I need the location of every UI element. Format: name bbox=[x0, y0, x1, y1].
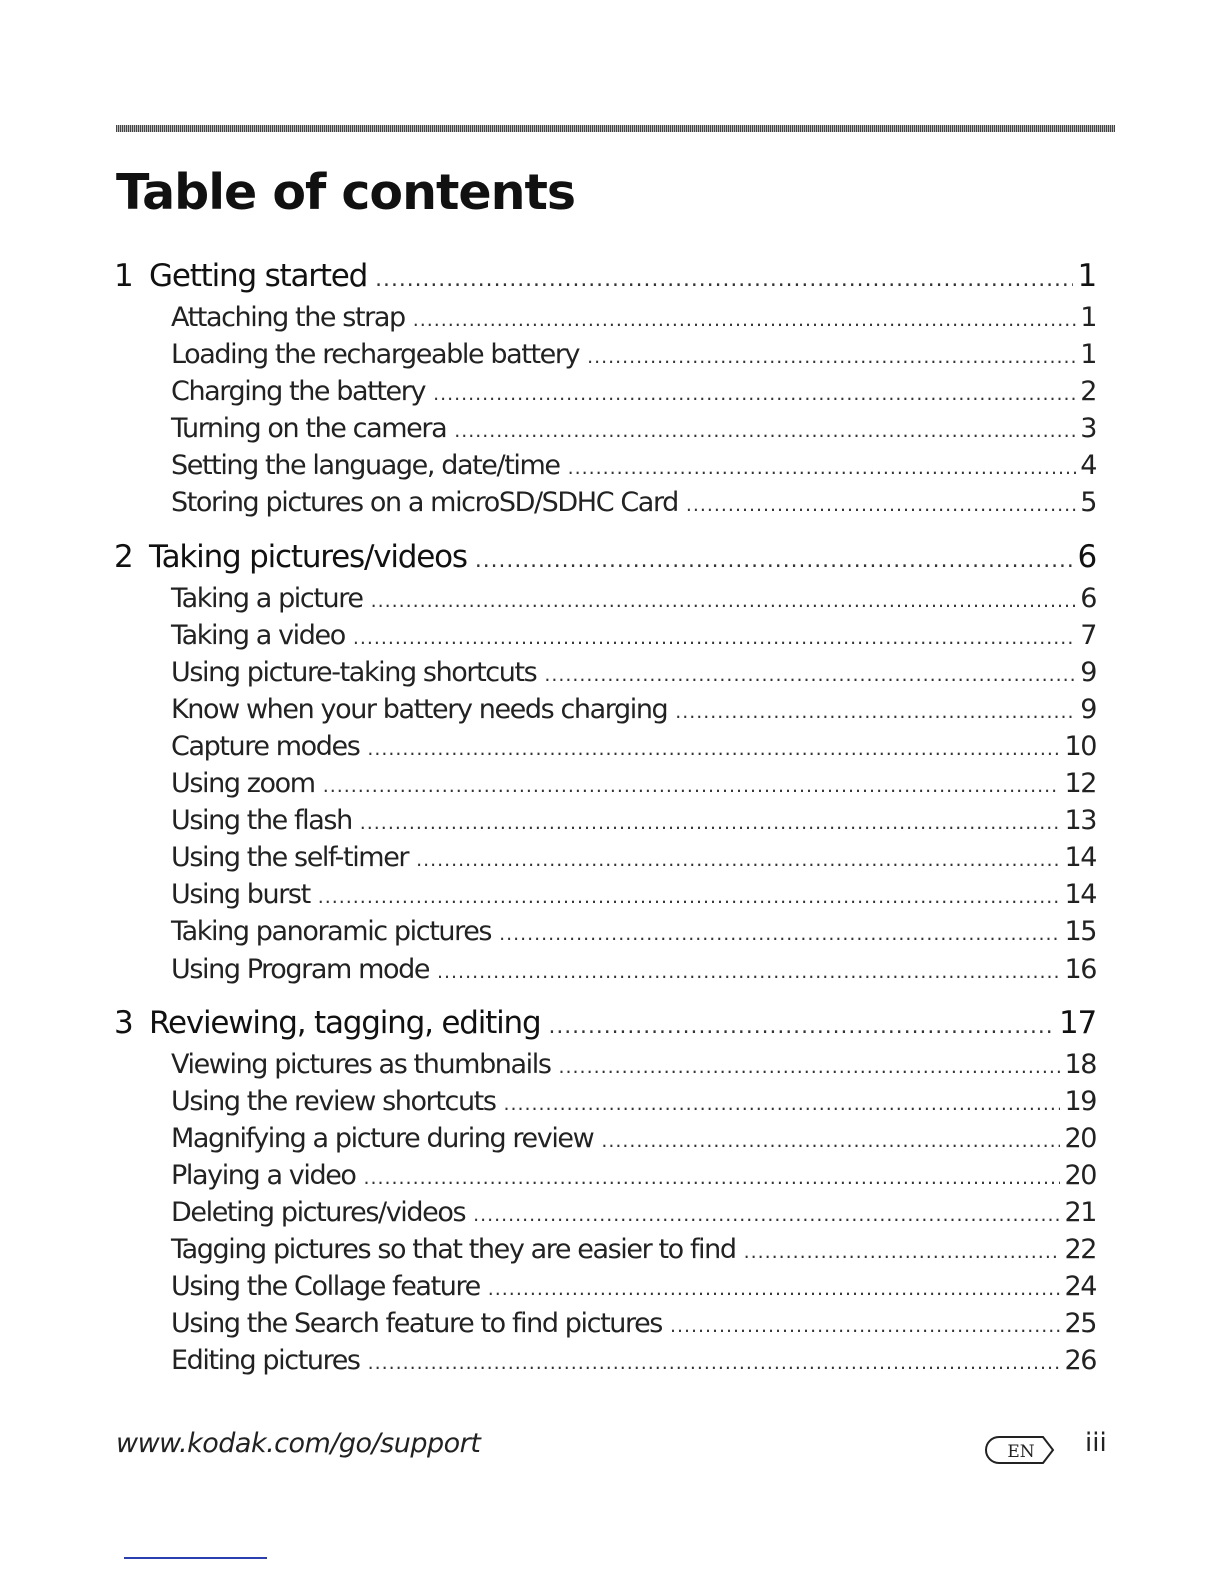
dot-leader bbox=[568, 457, 1077, 479]
toc-section-entry[interactable] bbox=[114, 1234, 1096, 1271]
dot-leader bbox=[548, 1014, 1054, 1039]
chapter-page: 1 bbox=[1077, 258, 1096, 294]
toc-section-entry[interactable] bbox=[114, 657, 1096, 694]
page-title: Table of contents bbox=[116, 164, 576, 221]
page-number: iii bbox=[1085, 1428, 1107, 1458]
section-page: 6 bbox=[1080, 582, 1096, 614]
dot-leader bbox=[488, 1278, 1061, 1300]
dot-leader bbox=[318, 886, 1061, 908]
section-title: Know when your battery needs charging bbox=[171, 693, 668, 725]
toc-section-entry[interactable] bbox=[114, 1345, 1096, 1382]
chapter-number: 2 bbox=[114, 538, 133, 575]
language-badge bbox=[985, 1433, 1057, 1472]
dot-leader bbox=[670, 1315, 1060, 1337]
section-title: Editing pictures bbox=[171, 1345, 360, 1377]
toc-chapter-entry[interactable] bbox=[114, 258, 1096, 302]
toc-section-entry[interactable] bbox=[114, 620, 1096, 657]
dot-leader bbox=[559, 1056, 1061, 1078]
dot-leader bbox=[323, 775, 1061, 797]
toc-section-entry[interactable] bbox=[114, 1049, 1096, 1086]
toc-section-entry[interactable] bbox=[114, 376, 1096, 413]
dot-leader bbox=[544, 664, 1076, 686]
section-title: Setting the language, date/time bbox=[171, 450, 560, 482]
toc-chapter-entry[interactable] bbox=[114, 539, 1096, 583]
toc-section-entry[interactable] bbox=[114, 694, 1096, 731]
section-title: Using the flash bbox=[171, 805, 352, 837]
section-page: 22 bbox=[1064, 1234, 1096, 1266]
section-page: 25 bbox=[1064, 1308, 1096, 1340]
section-page: 2 bbox=[1080, 376, 1096, 408]
bottom-accent-line bbox=[124, 1557, 267, 1559]
section-page: 3 bbox=[1080, 413, 1096, 445]
chapter-title: Reviewing, tagging, editing bbox=[149, 1004, 541, 1041]
section-title: Storing pictures on a microSD/SDHC Card bbox=[171, 487, 678, 519]
section-title: Using the Collage feature bbox=[171, 1271, 480, 1303]
section-title: Taking a video bbox=[171, 619, 345, 651]
toc-section-entry[interactable] bbox=[114, 1197, 1096, 1234]
section-page: 20 bbox=[1064, 1159, 1096, 1191]
toc-section-entry[interactable] bbox=[114, 768, 1096, 805]
section-title: Playing a video bbox=[171, 1159, 356, 1191]
dot-leader bbox=[499, 923, 1060, 945]
dot-leader bbox=[367, 738, 1060, 760]
toc-chapter bbox=[114, 258, 1096, 525]
chapter-number: 3 bbox=[114, 1004, 133, 1041]
toc-section-entry[interactable] bbox=[114, 413, 1096, 450]
dot-leader bbox=[433, 383, 1076, 405]
section-title: Magnifying a picture during review bbox=[171, 1122, 594, 1154]
section-title: Charging the battery bbox=[171, 376, 426, 408]
dot-leader bbox=[675, 701, 1076, 723]
section-title: Using the review shortcuts bbox=[171, 1085, 496, 1117]
support-link[interactable]: www.kodak.com/go/support bbox=[116, 1428, 481, 1459]
section-title: Capture modes bbox=[171, 730, 360, 762]
section-title: Taking panoramic pictures bbox=[171, 916, 492, 948]
chapter-number: 1 bbox=[114, 258, 133, 294]
section-page: 16 bbox=[1064, 953, 1096, 985]
toc-section-entry[interactable] bbox=[114, 339, 1096, 376]
toc-chapter bbox=[114, 539, 1096, 991]
dot-leader bbox=[475, 548, 1074, 573]
section-title: Turning on the camera bbox=[171, 413, 447, 445]
section-title: Using Program mode bbox=[171, 953, 430, 985]
toc-section-entry[interactable] bbox=[114, 916, 1096, 953]
section-title: Deleting pictures/videos bbox=[171, 1196, 466, 1228]
section-page: 10 bbox=[1064, 730, 1096, 762]
dot-leader bbox=[368, 1352, 1061, 1374]
section-page: 9 bbox=[1080, 693, 1096, 725]
section-title: Taking a picture bbox=[171, 582, 363, 614]
toc-section-entry[interactable] bbox=[114, 302, 1096, 339]
dot-leader bbox=[454, 420, 1076, 442]
section-page: 7 bbox=[1080, 619, 1096, 651]
toc-list bbox=[114, 258, 1096, 1396]
en-badge-icon bbox=[985, 1433, 1057, 1467]
chapter-title: Getting started bbox=[149, 258, 368, 294]
dot-leader bbox=[473, 1204, 1060, 1226]
chapter-page: 17 bbox=[1058, 1004, 1096, 1041]
section-page: 15 bbox=[1064, 916, 1096, 948]
chapter-page: 6 bbox=[1077, 538, 1096, 575]
toc-section-entry[interactable] bbox=[114, 954, 1096, 991]
language-badge-label: EN bbox=[1007, 1442, 1035, 1462]
section-page: 19 bbox=[1064, 1085, 1096, 1117]
toc-section-entry[interactable] bbox=[114, 731, 1096, 768]
dot-leader bbox=[364, 1167, 1061, 1189]
toc-section-entry[interactable] bbox=[114, 1271, 1096, 1308]
section-page: 4 bbox=[1080, 450, 1096, 482]
toc-section-entry[interactable] bbox=[114, 487, 1096, 524]
section-page: 21 bbox=[1064, 1196, 1096, 1228]
section-page: 12 bbox=[1064, 768, 1096, 800]
section-title: Using the Search feature to find pictures bbox=[171, 1308, 662, 1340]
toc-chapter bbox=[114, 1005, 1096, 1383]
section-title: Using zoom bbox=[171, 768, 315, 800]
toc-section-entry[interactable] bbox=[114, 805, 1096, 842]
toc-section-entry[interactable] bbox=[114, 1123, 1096, 1160]
section-page: 5 bbox=[1080, 487, 1096, 519]
dot-leader bbox=[587, 346, 1076, 368]
section-page: 18 bbox=[1064, 1048, 1096, 1080]
section-page: 1 bbox=[1080, 302, 1096, 333]
toc-section-entry[interactable] bbox=[114, 1086, 1096, 1123]
section-title: Tagging pictures so that they are easier to find bbox=[171, 1234, 736, 1266]
section-page: 26 bbox=[1064, 1345, 1096, 1377]
section-title: Using picture-taking shortcuts bbox=[171, 656, 537, 688]
section-title: Using the self-timer bbox=[171, 842, 409, 874]
section-page: 9 bbox=[1080, 656, 1096, 688]
dot-leader bbox=[371, 590, 1077, 612]
dot-leader bbox=[686, 494, 1076, 516]
dot-leader bbox=[504, 1093, 1061, 1115]
section-title: Viewing pictures as thumbnails bbox=[171, 1048, 551, 1080]
dot-leader bbox=[413, 309, 1076, 331]
toc-section-entry[interactable] bbox=[114, 1308, 1096, 1345]
section-page: 1 bbox=[1080, 339, 1096, 371]
dot-leader bbox=[353, 627, 1076, 649]
section-page: 20 bbox=[1064, 1122, 1096, 1154]
dot-leader bbox=[744, 1241, 1061, 1263]
section-title: Using burst bbox=[171, 879, 310, 911]
dot-leader bbox=[416, 849, 1060, 871]
toc-chapter-entry[interactable] bbox=[114, 1005, 1096, 1049]
section-title: Loading the rechargeable battery bbox=[171, 339, 580, 371]
section-page: 24 bbox=[1064, 1271, 1096, 1303]
header-rule bbox=[116, 125, 1115, 132]
toc-section-entry[interactable] bbox=[114, 879, 1096, 916]
dot-leader bbox=[360, 812, 1061, 834]
section-page: 13 bbox=[1064, 805, 1096, 837]
toc-section-entry[interactable] bbox=[114, 583, 1096, 620]
dot-leader bbox=[601, 1130, 1060, 1152]
dot-leader bbox=[375, 267, 1073, 292]
dot-leader bbox=[437, 961, 1060, 983]
toc-section-entry[interactable] bbox=[114, 1160, 1096, 1197]
toc-section-entry[interactable] bbox=[114, 450, 1096, 487]
section-page: 14 bbox=[1064, 842, 1096, 874]
section-title: Attaching the strap bbox=[171, 302, 405, 333]
toc-section-entry[interactable] bbox=[114, 842, 1096, 879]
section-page: 14 bbox=[1064, 879, 1096, 911]
chapter-title: Taking pictures/videos bbox=[149, 538, 467, 575]
